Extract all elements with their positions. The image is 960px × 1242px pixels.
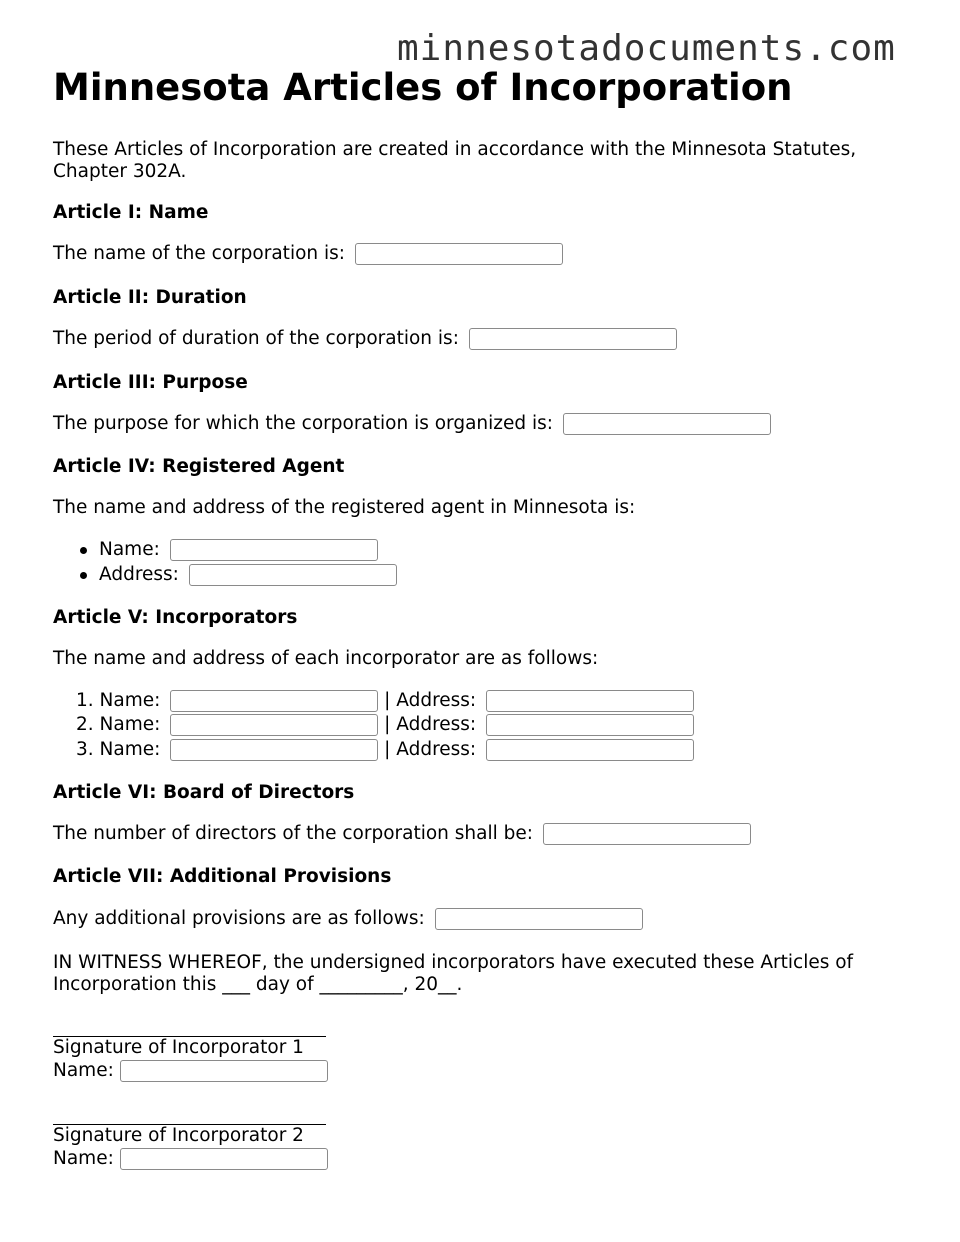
article-1-text: The name of the corporation is: <box>53 243 346 264</box>
article-7-line <box>53 908 643 930</box>
article-2-line <box>53 328 677 350</box>
incorporator-address-label: | Address: <box>384 739 477 760</box>
incorporator-row <box>76 690 694 712</box>
signature-1-name-field[interactable] <box>120 1060 328 1082</box>
signature-2-name-label: Name: <box>53 1148 114 1169</box>
incorporator-1-name-field[interactable] <box>170 690 378 712</box>
incorporator-address-label: | Address: <box>384 714 477 735</box>
article-1-heading: Article I: Name <box>53 202 209 223</box>
watermark: minnesotadocuments.com <box>397 28 896 69</box>
article-3-text: The purpose for which the corporation is organized is: <box>53 413 554 434</box>
intro-paragraph: These Articles of Incorporation are created in accordance with the Minnesota Statutes, Chapter 302A. <box>53 139 857 182</box>
incorporator-3-address-field[interactable] <box>486 739 694 761</box>
incorporator-1-address-field[interactable] <box>486 690 694 712</box>
article-4-heading: Article IV: Registered Agent <box>53 456 345 477</box>
bullet-icon <box>80 572 87 579</box>
article-2-heading: Article II: Duration <box>53 287 247 308</box>
article-4-text: The name and address of the registered agent in Minnesota is: <box>53 497 636 518</box>
signature-2-name-line <box>53 1148 328 1170</box>
page-title: Minnesota Articles of Incorporation <box>53 66 793 109</box>
agent-address-label: Address: <box>99 564 179 585</box>
article-6-text: The number of directors of the corporation shall be: <box>53 823 534 844</box>
article-2-text: The period of duration of the corporation is: <box>53 328 459 349</box>
directors-count-field[interactable] <box>543 823 751 845</box>
article-1-line <box>53 243 563 265</box>
duration-field[interactable] <box>469 328 677 350</box>
article-6-line <box>53 823 751 845</box>
agent-name-label: Name: <box>99 539 160 560</box>
incorporator-name-label: Name: <box>99 714 161 735</box>
signature-1-name-label: Name: <box>53 1060 114 1081</box>
incorporator-name-label: Name: <box>99 739 161 760</box>
corporation-name-field[interactable] <box>355 243 563 265</box>
article-3-line <box>53 413 771 435</box>
incorporator-row <box>76 714 694 736</box>
agent-address-item <box>80 564 397 586</box>
article-7-text: Any additional provisions are as follows: <box>53 908 425 929</box>
incorporator-2-address-field[interactable] <box>486 714 694 736</box>
agent-name-field[interactable] <box>170 539 378 561</box>
witness-paragraph: IN WITNESS WHEREOF, the undersigned incorporators have executed these Articles of Incorporation this ___ day of _________, 20__. <box>53 952 854 995</box>
article-3-heading: Article III: Purpose <box>53 372 248 393</box>
signature-2-name-field[interactable] <box>120 1148 328 1170</box>
incorporator-3-name-field[interactable] <box>170 739 378 761</box>
additional-provisions-field[interactable] <box>435 908 643 930</box>
article-7-heading: Article VII: Additional Provisions <box>53 866 392 887</box>
incorporator-row <box>76 739 694 761</box>
bullet-icon <box>80 547 87 554</box>
agent-address-field[interactable] <box>189 564 397 586</box>
signature-2-label: Signature of Incorporator 2 <box>53 1125 304 1146</box>
signature-1-label: Signature of Incorporator 1 <box>53 1037 304 1058</box>
row-number: 3. <box>76 739 94 760</box>
incorporator-2-name-field[interactable] <box>170 714 378 736</box>
purpose-field[interactable] <box>563 413 771 435</box>
article-5-heading: Article V: Incorporators <box>53 607 298 628</box>
row-number: 2. <box>76 714 94 735</box>
incorporator-address-label: | Address: <box>384 690 477 711</box>
agent-name-item <box>80 539 378 561</box>
article-6-heading: Article VI: Board of Directors <box>53 782 355 803</box>
incorporator-name-label: Name: <box>99 690 161 711</box>
row-number: 1. <box>76 690 94 711</box>
article-5-text: The name and address of each incorporator are as follows: <box>53 648 599 669</box>
signature-1-name-line <box>53 1060 328 1082</box>
